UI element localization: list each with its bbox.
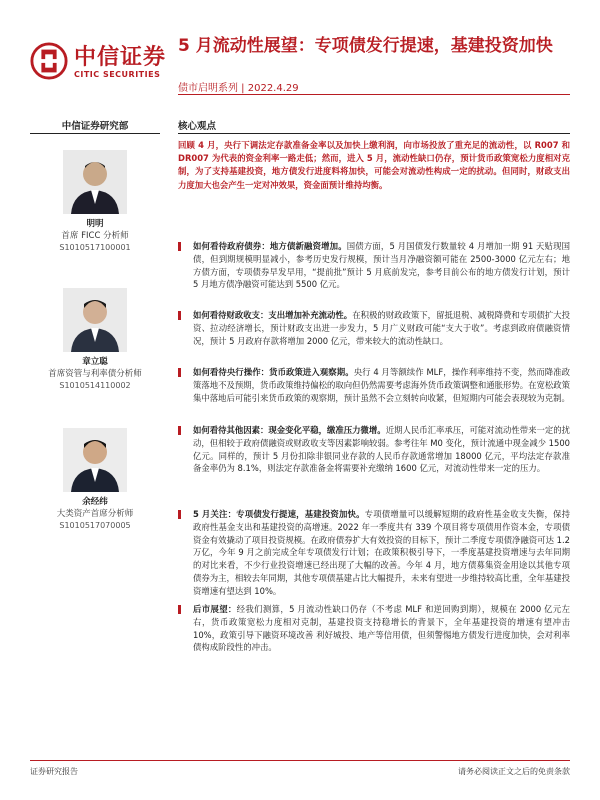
bullet-marker: [178, 368, 181, 377]
report-title: 5 月流动性展望：专项债发行提速，基建投资加快: [178, 36, 553, 56]
analyst-photo: [63, 150, 127, 214]
analyst-title: 大类资产首席分析师: [56, 509, 134, 519]
summary-paragraph: 回顾 4 月，央行下调法定存款准备金率以及加快上缴利润，向市场投放了重充足的流动性，以 R007 和 DR007 为代表的资金利率一路走低；然而，进入 5 月，流动性缺口仍存，预计货币政策宽松力度相对克制，为了支持基建投资，地方债发行进度料将加快，可能会对流动性构成一定的扰动。但同时，财政支出力度加大也会产生一定对冲效果，资金面预计维持均衡。: [178, 140, 570, 190]
bullet-marker: [178, 242, 181, 251]
footer-divider: [30, 760, 570, 761]
logo-chinese-text: 中信证券: [74, 45, 167, 70]
footer-disclaimer: 请务必阅读正文之后的免责条款: [458, 767, 570, 776]
bullet-point: [178, 603, 570, 654]
bullet-point: [178, 309, 570, 347]
report-subtitle: 债市启明系列 | 2022.4.29: [178, 83, 299, 94]
sidebar-heading: 中信证券研究部: [61, 121, 129, 132]
analyst-title: 首席 FICC 分析师: [61, 231, 129, 241]
bullet-lead: 如何看待财政收支：支出增加补充流动性。: [193, 310, 353, 320]
bullet-lead: 5 月关注：专项债发行提速，基建投资加快。: [193, 509, 365, 519]
bullet-marker: [178, 311, 181, 320]
bullet-marker: [178, 510, 181, 519]
analyst-name: 明明: [86, 219, 104, 229]
analyst-license-id: S1010517070005: [59, 521, 131, 530]
logo-english-text: CITIC SECURITIES: [74, 70, 161, 79]
analyst-title: 首席资管与利率债分析师: [48, 369, 142, 379]
bullet-point: [178, 366, 570, 404]
bullet-point: [178, 240, 570, 291]
bullet-lead: 后市展望：: [193, 604, 237, 614]
sidebar-divider: [30, 133, 160, 134]
bullet-lead: 如何看待其他因素：现金变化平稳，缴准压力微增。: [193, 425, 386, 435]
bullet-marker: [178, 426, 181, 435]
citic-logo: [30, 38, 170, 86]
analyst-card: [30, 428, 160, 532]
bullet-body: 近期人民币汇率承压，可能对流动性带来一定的扰动，但相较于政府债融资或财政收支等因素影响较弱。参考往年 M0 变化，预计流通中现金减少 1500 亿元。同样的，预计 5 月份扣除非银同业存款的人民币存款通常增加 18000 亿元，平均法定存款准备金率仍为 8.1%，则法定存款准备金将需要补充缴纳 1600 亿元，对流动性带来一定的压力。: [193, 425, 571, 474]
bullet-body: 经我们测算，5 月流动性缺口仍存（不考虑 MLF 和逆回购到期），规模在 2000 亿元左右，货币政策宽松力度相对克制，基建投资支持稳增长的背景下，全年基建投资的增速有望冲击 10%，政策引导下融资环境改善 利好城投、地产等信用债，但须警惕地方债发行进度加快，会对利率债构成阶段性的冲击。: [193, 604, 571, 653]
footer-report-type: 证券研究报告: [30, 767, 78, 776]
analyst-name: 章立聪: [82, 357, 108, 367]
core-views-heading: 核心观点: [178, 121, 217, 132]
header-divider: [178, 94, 570, 95]
bullet-point: [178, 424, 570, 475]
bullet-lead: 如何看待央行操作：货币政策进入观察期。: [193, 367, 354, 377]
bullet-point: [178, 508, 570, 598]
analyst-photo: [63, 428, 127, 492]
analyst-name: 余经纬: [82, 497, 108, 507]
citic-logo-icon: [30, 42, 68, 80]
analyst-license-id: S1010514110002: [59, 381, 131, 390]
analyst-card: [30, 150, 160, 254]
bullet-body: 在积极的财政政策下，留抵退税、减税降费和专项债扩大投资、拉动经济增长，预计财政支出进一步发力，5 月广义财政可能“支大于收”。考虑到政府债融资情况，预计 5 月政府存款将增加 2000 亿元，带来较大的流动性缺口。: [193, 310, 571, 346]
bullet-body: 专项债增量可以缓解短期的政府性基金收支失衡，保持政府性基金支出和基建投资的高增速。2022 年一季度共有 339 个项目将专项债用作资本金，专项债资金有效撬动了项目投资规模。在政府债券扩大有效投资的目标下，预计二季度专项债净融资可达 1.2 万亿，今年 9 月之前完成全年专项债发行计划；在政策积极引导下，一季度基建投资增速与去年同期的对比来看，不少行业投资增速已经出现了大幅的改善。今年 4 月，地方债募集资金用途以其他专项债券为主，相较去年同期，其他专项债基建占比大幅提升，未来有望进一步维持较高比重，全年基建投资增速有望达到 10%。: [193, 509, 571, 596]
bullet-body: 央行 4 月等额续作 MLF，操作利率维持不变，然而降准政策落地不及预期，货币政策维持偏松的取向但仍然需要考虑海外货币政策调整和通胀形势。在宽松政策集中落地后可能引来货币政策的观察期，预计虽然不会立刻转向收紧，但短期内可能会表现较为克制。: [193, 367, 571, 403]
analyst-license-id: S1010517100001: [59, 243, 131, 252]
bullet-body: 国债方面，5 月国债发行数量较 4 月增加一期 91 天贴现国债，但到期规模明显减小，参考历史发行规模，预计当月净融资额可能在 2500-3000 亿元左右；地方债方面，专项债券早发早用，“提前批”预计 5 月底前发完，参考目前公布的地方债发行计划，预计 5 月地方债净融资可能达到 5500 亿元。: [193, 241, 570, 290]
analyst-card: [30, 288, 160, 392]
analyst-photo: [63, 288, 127, 352]
main-divider: [178, 133, 570, 134]
bullet-marker: [178, 605, 181, 614]
bullet-lead: 如何看待政府债券：地方债新融资增加。: [193, 241, 347, 251]
